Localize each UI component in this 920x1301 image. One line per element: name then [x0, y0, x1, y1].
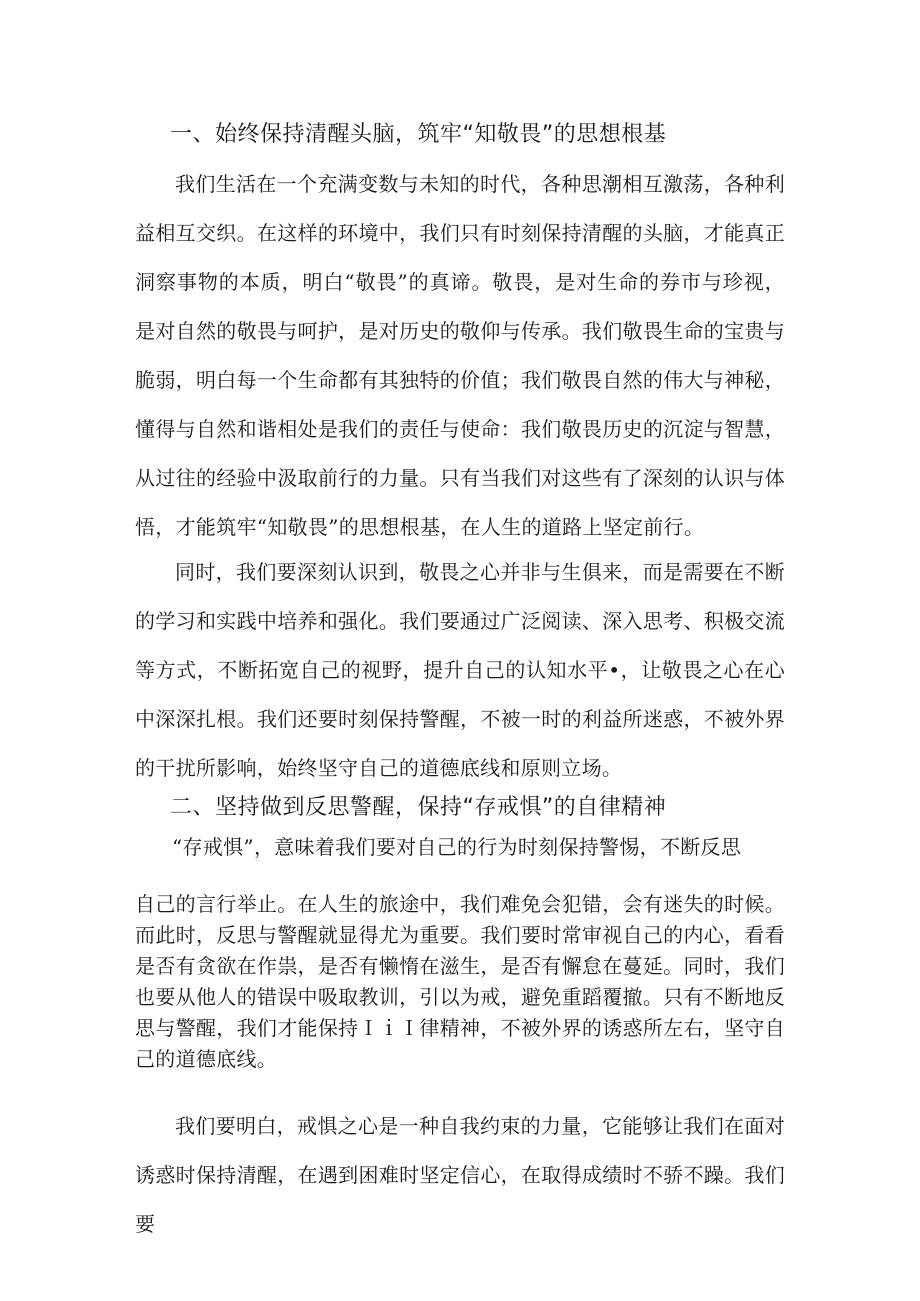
- section-1-paragraph-2: 同时，我们要深刻认识到，敬畏之心并非与生俱来，而是需要在不断的学习和实践中培养和强化。我们要通过广泛阅读、深入思考、积极交流等方式，不断拓宽自己的视野，提升自己的认知水平•，让敬畏之心在心中深深扎根。我们还要时刻保持警醒，不被一时的利益所迷惑，不被外界的干扰所影响，始终坚守自己的道德底线和原则立场。: [135, 560, 785, 780]
- section-2-paragraph-2: 我们要明白，戒惧之心是一种自我约束的力量，它能够让我们在面对诱惑时保持清醒，在遇到困难时坚定信心，在取得成绩时不骄不躁。我们要: [135, 1114, 785, 1236]
- section-2-paragraph-1-body: 自己的言行举止。在人生的旅途中，我们难免会犯错，会有迷失的时候。而此时，反思与警醒就显得尤为重要。我们要时常审视自己的内心，看看是否有贪欲在作祟，是否有懒惰在滋生，是否有懈怠在蔓延。同时，我们也要从他人的错误中吸取教训，引以为戒，避免重蹈覆撤。只有不断地反思与警醒，我们才能保持ＩｉＩ律精神，不被外界的诱惑所左右，坚守自己的道德底线。: [135, 892, 785, 1071]
- section-2-heading: 二、坚持做到反思警醒，保持“存戒惧”的自律精神: [170, 795, 667, 820]
- section-1-heading: 一、始终保持清醒头脑，筑牢“知敬畏”的思想根基: [170, 122, 667, 147]
- section-1-paragraph-1: 我们生活在一个充满变数与未知的时代，各种思潮相互激荡，各种利益相互交织。在这样的环境中，我们只有时刻保持清醒的头脑，才能真正洞察事物的本质，明白“敬畏”的真谛。敬畏，是对生命的券市与珍视，是对自然的敬畏与呵护，是对历史的敬仰与传承。我们敬畏生命的宝贵与脆弱，明白每一个生命都有其独特的价值；我们敬畏自然的伟大与神秘，懂得与自然和谐相处是我们的责任与使命：我们敬畏历史的沉淀与智慧，从过往的经验中汲取前行的力量。只有当我们对这些有了深刻的认识与体悟，才能筑牢“知敬畏”的思想根基，在人生的道路上坚定前行。: [135, 172, 785, 539]
- section-2-paragraph-1-first-line: “存戒惧”，意味着我们要对自己的行为时刻保持警惕，不断反思: [172, 835, 742, 859]
